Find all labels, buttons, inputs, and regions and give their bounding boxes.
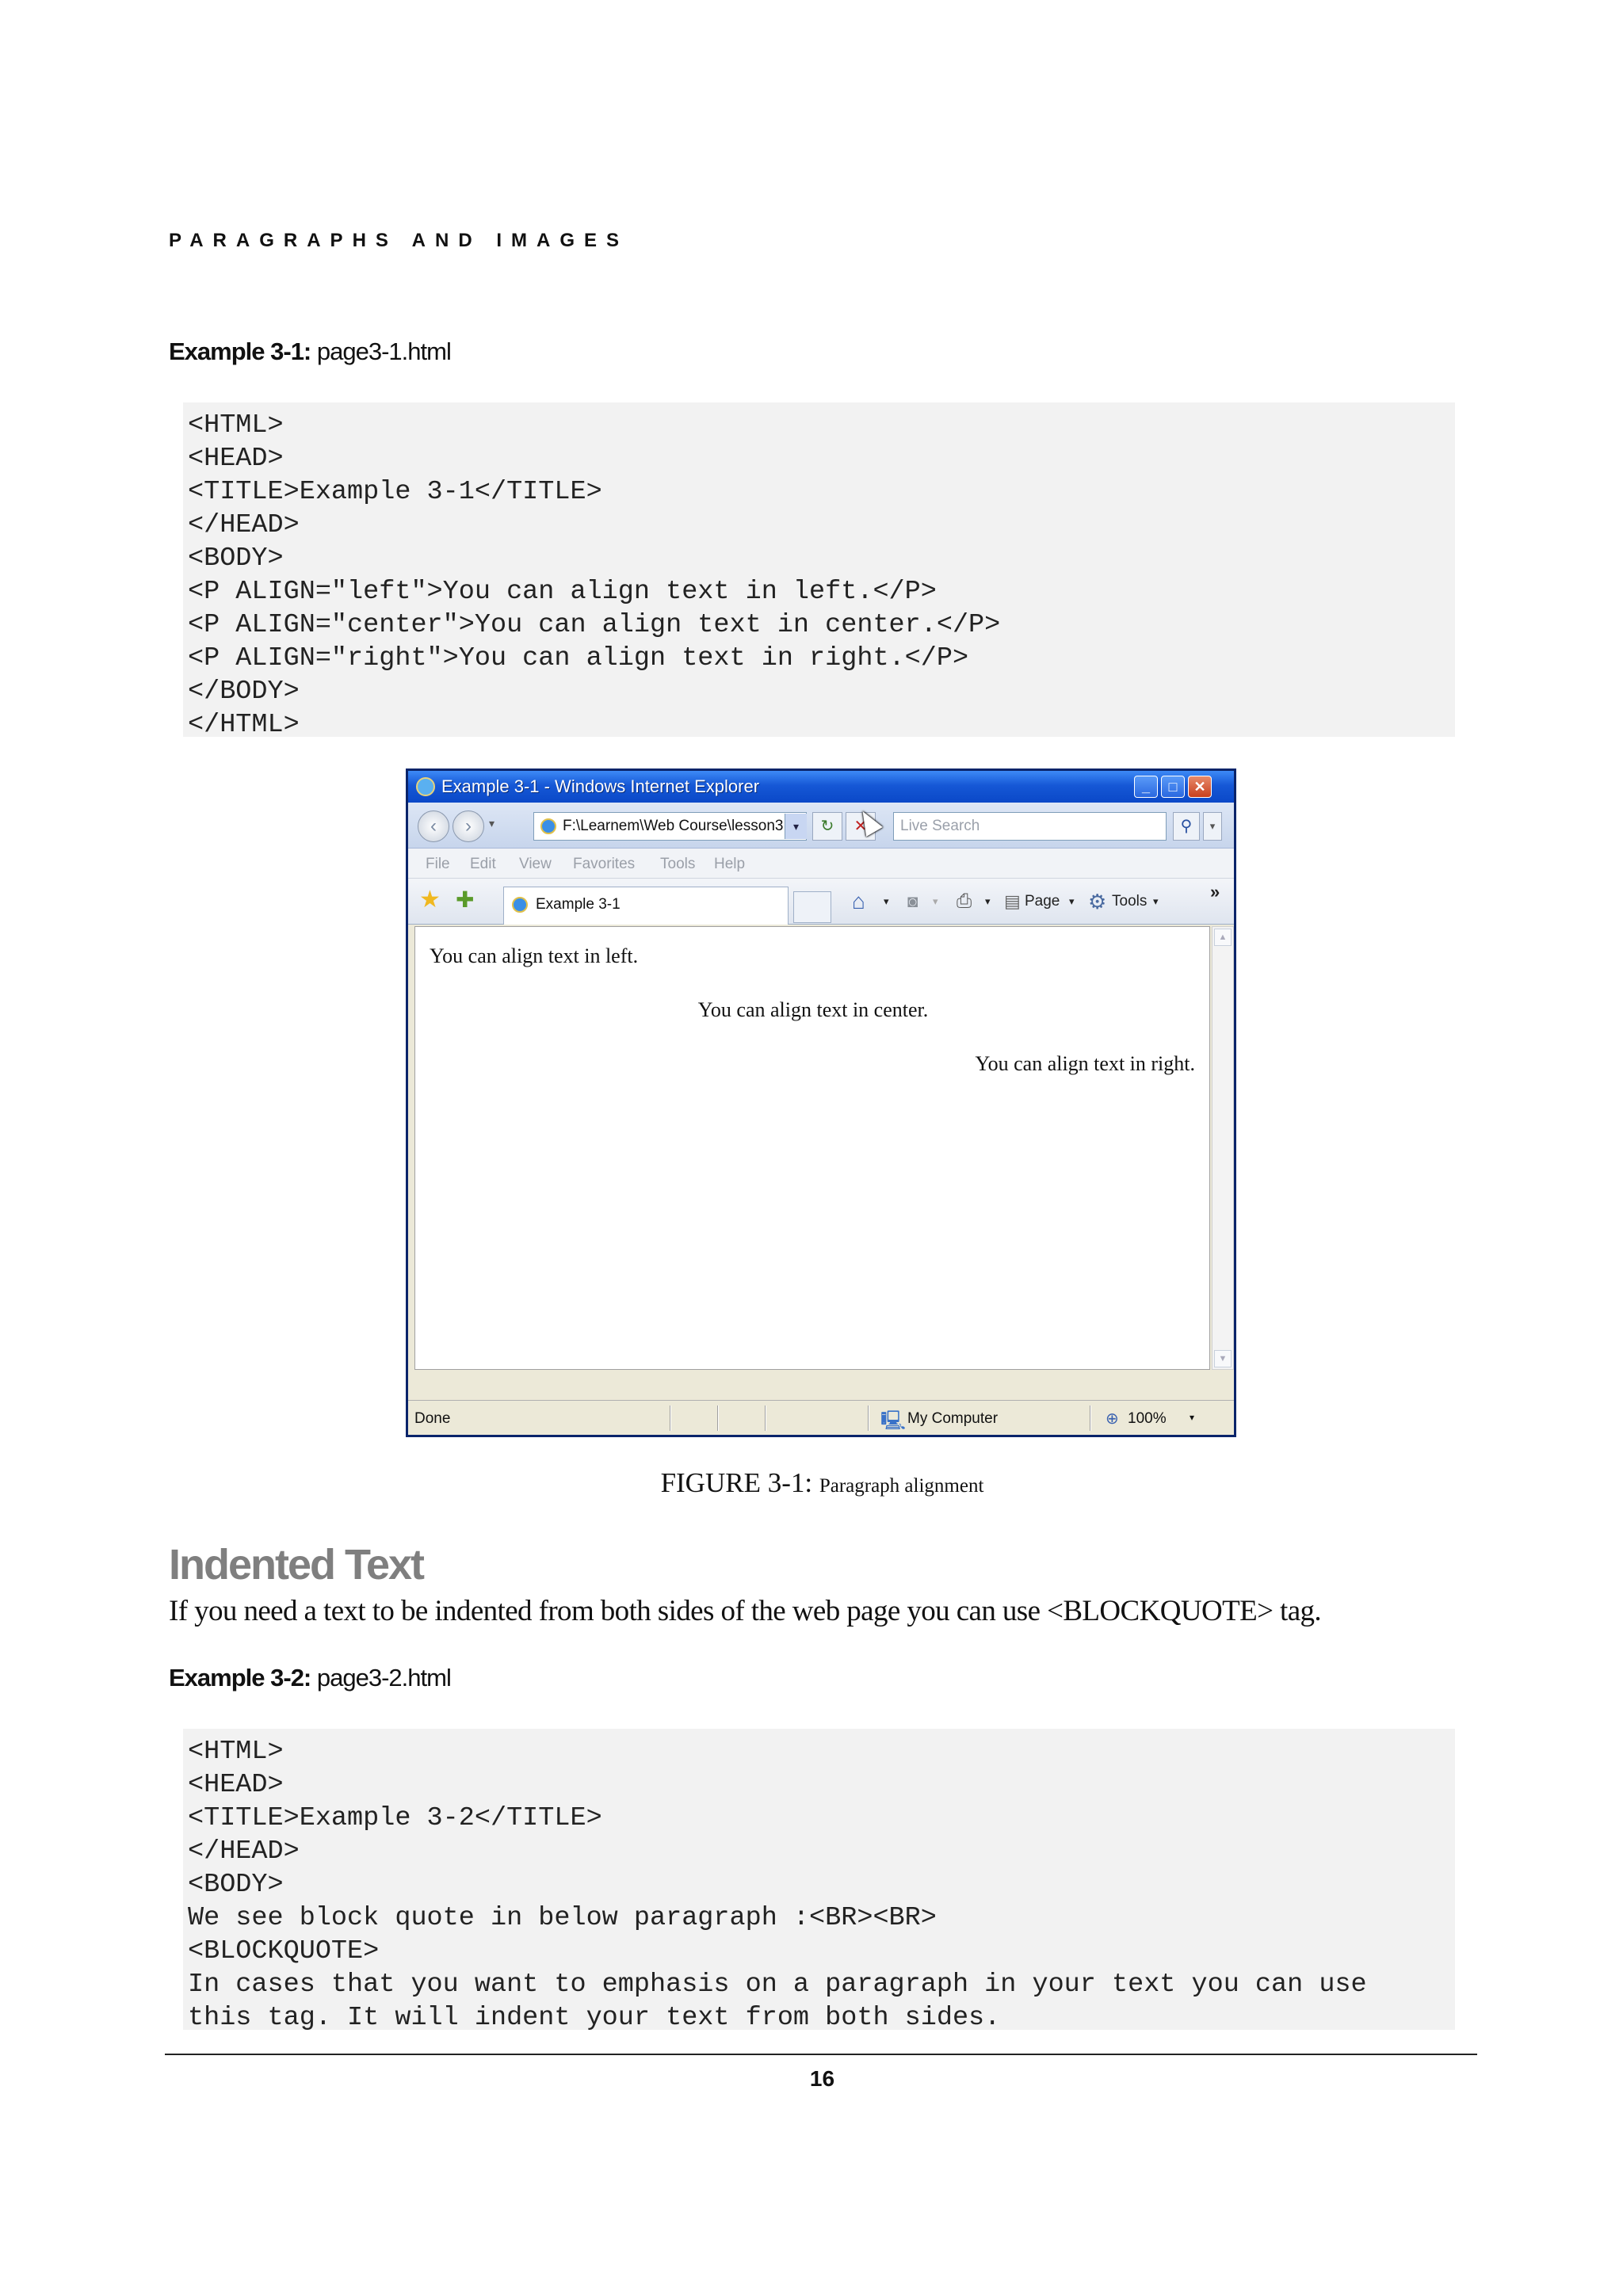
example-3-2-filename: page3-2.html — [316, 1664, 451, 1691]
menu-favorites[interactable]: Favorites — [573, 856, 636, 872]
stop-icon[interactable]: ✕ — [846, 812, 876, 841]
home-icon[interactable]: ⌂ — [852, 889, 865, 913]
close-button[interactable]: ✕ — [1188, 776, 1212, 798]
example-3-2-title — [169, 1664, 451, 1692]
page-favicon-icon — [540, 818, 556, 834]
zoom-icon[interactable]: ⊕ — [1106, 1410, 1119, 1428]
menu-bar — [408, 849, 1234, 879]
page-dropdown-icon[interactable]: ▾ — [1069, 895, 1075, 907]
scroll-down-icon[interactable]: ▼ — [1214, 1350, 1232, 1367]
print-icon[interactable]: ⎙ — [957, 891, 972, 912]
menu-file[interactable]: File — [426, 856, 450, 872]
tab-bar — [408, 879, 1234, 925]
menu-help[interactable]: Help — [714, 856, 746, 872]
ie-icon — [416, 777, 435, 796]
maximize-button[interactable]: □ — [1161, 776, 1185, 798]
page-menu-button[interactable]: Page — [1025, 893, 1060, 910]
scroll-up-icon[interactable]: ▲ — [1214, 929, 1232, 946]
new-tab-button[interactable] — [793, 891, 831, 923]
forward-button[interactable]: › — [453, 810, 484, 842]
status-bar — [408, 1400, 1234, 1435]
computer-icon: 🖳 — [880, 1410, 907, 1432]
minimize-button[interactable]: _ — [1134, 776, 1158, 798]
menu-view[interactable]: View — [519, 856, 552, 872]
zoom-level[interactable]: 100% — [1128, 1410, 1167, 1427]
figure-caption — [0, 1467, 1623, 1499]
example-3-1-title — [169, 338, 451, 366]
example-3-1-filename: page3-1.html — [316, 338, 451, 365]
add-favorites-icon[interactable]: ✚ — [456, 887, 475, 912]
running-head: PARAGRAPHS AND IMAGES — [169, 230, 629, 251]
section-body-text: If you need a text to be indented from both sides of the web page you can use <BLOCKQUOTE> tag. — [169, 1595, 1322, 1627]
search-input[interactable]: Live Search — [893, 812, 1167, 841]
code-block-example-3-1: <HTML> <HEAD> <TITLE>Example 3-1</TITLE> </HEAD> <BODY> <P ALIGN="left">You can align text in left.</P> <P ALIGN="center">You can align text in center.</P> <P ALIGN="right">You can align text in right.</P> </BODY> </HTML> — [183, 402, 1455, 737]
vertical-scrollbar[interactable] — [1212, 926, 1234, 1370]
section-heading: Indented Text — [169, 1541, 424, 1589]
tab-label: Example 3-1 — [536, 896, 621, 913]
gear-icon: ⚙ — [1088, 890, 1107, 913]
footer-rule — [165, 2054, 1477, 2055]
status-text: Done — [414, 1410, 451, 1427]
navigation-bar — [408, 803, 1234, 849]
example-3-2-label: Example 3-2: — [169, 1664, 311, 1691]
figure-caption-text: Paragraph alignment — [819, 1475, 984, 1497]
paragraph-left: You can align text in left. — [430, 944, 639, 967]
star-icon[interactable]: ★ — [419, 887, 441, 913]
status-divider — [717, 1405, 719, 1431]
back-button[interactable]: ‹ — [418, 810, 449, 842]
example-3-1-label: Example 3-1: — [169, 338, 311, 365]
tools-dropdown-icon[interactable]: ▾ — [1153, 895, 1159, 907]
window-title: Example 3-1 - Windows Internet Explorer — [441, 776, 760, 796]
status-divider — [765, 1405, 766, 1431]
menu-tools[interactable]: Tools — [660, 856, 696, 872]
security-zone: My Computer — [907, 1410, 999, 1427]
chevron-more-icon[interactable]: » — [1210, 882, 1220, 902]
paragraph-right: You can align text in right. — [975, 1052, 1195, 1075]
window-titlebar[interactable] — [408, 771, 1234, 803]
address-dropdown-button[interactable]: ▾ — [785, 814, 807, 839]
browser-window-figure — [406, 769, 1236, 1437]
search-icon[interactable]: ⚲ — [1173, 812, 1200, 841]
status-divider — [1090, 1405, 1091, 1431]
status-divider — [670, 1405, 671, 1431]
refresh-icon[interactable]: ↻ — [812, 812, 842, 841]
code-block-example-3-2: <HTML> <HEAD> <TITLE>Example 3-2</TITLE> </HEAD> <BODY> We see block quote in below paragraph :<BR><BR> <BLOCKQUOTE> In cases that you want to emphasis on a paragraph in your text you can use this tag. It will indent your text from both sides. — [183, 1729, 1455, 2030]
feed-icon[interactable]: ◙ — [907, 891, 918, 911]
home-dropdown-icon[interactable]: ▾ — [884, 895, 889, 907]
history-dropdown-icon[interactable]: ▾ — [489, 817, 495, 830]
tools-menu-button[interactable]: Tools — [1112, 893, 1148, 910]
menu-edit[interactable]: Edit — [470, 856, 496, 872]
address-text: F:\Learnem\Web Course\lesson3 — [563, 818, 784, 834]
search-options-button[interactable]: ▾ — [1203, 812, 1222, 841]
tab-favicon-icon — [512, 897, 528, 913]
address-bar[interactable] — [533, 812, 807, 841]
zoom-dropdown-icon[interactable]: ▾ — [1190, 1412, 1195, 1423]
print-dropdown-icon[interactable]: ▾ — [985, 895, 991, 907]
feed-dropdown-icon[interactable]: ▾ — [933, 895, 938, 907]
tab-example-3-1[interactable] — [503, 887, 789, 925]
figure-caption-label: FIGURE 3-1: — [660, 1467, 813, 1498]
page-icon: ▤ — [1004, 891, 1021, 911]
page-viewport — [414, 926, 1210, 1370]
page-number: 16 — [809, 2066, 835, 2091]
status-divider — [868, 1405, 869, 1431]
paragraph-center: You can align text in center. — [697, 998, 929, 1021]
